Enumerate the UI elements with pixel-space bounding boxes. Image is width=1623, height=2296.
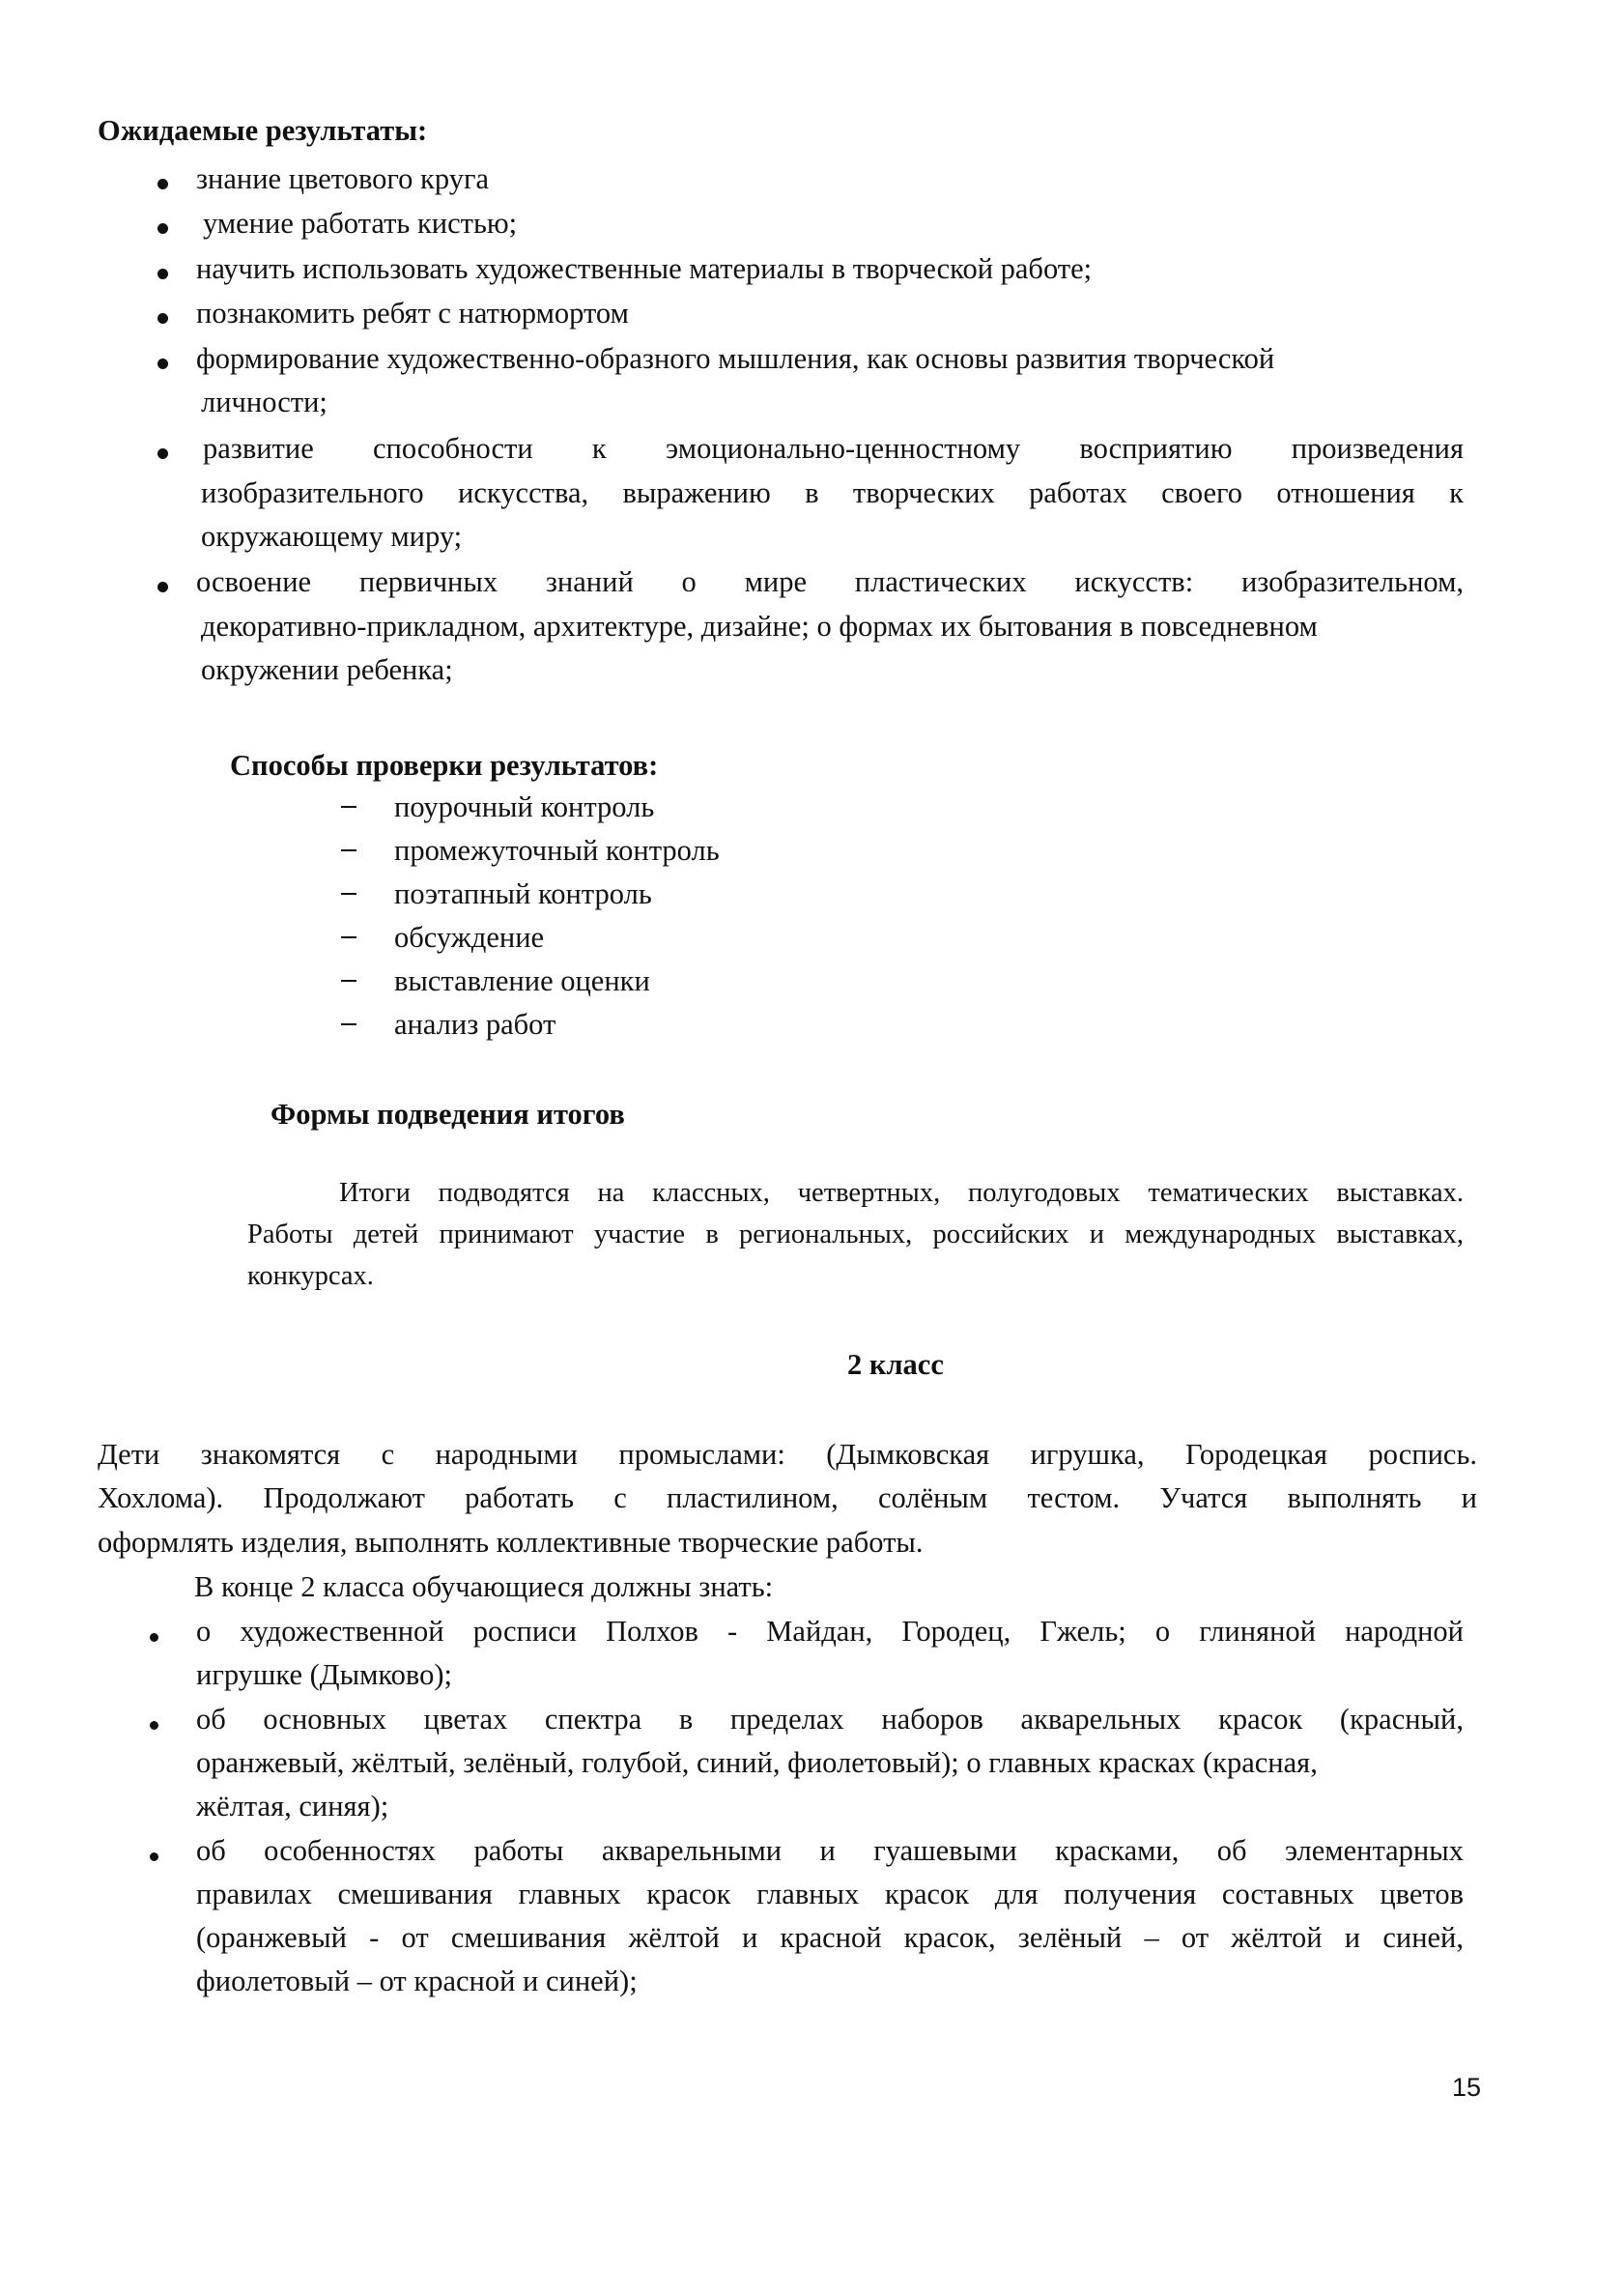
expected-item-4: познакомить ребят с натюрмортом: [196, 297, 629, 330]
bullet-dot: [157, 359, 168, 369]
expected-item-3: научить использовать художественные материалы в творческой работе;: [196, 252, 1093, 285]
check-item: поурочный контроль: [394, 790, 655, 823]
dash-marker: [341, 980, 356, 982]
check-item: промежуточный контроль: [394, 834, 720, 867]
grade-2-intro: В конце 2 класса обучающиеся должны знать:: [194, 1570, 774, 1603]
bullet-dot: [157, 313, 168, 324]
grade-2-item-3-line-1: об особенностях работы акварельными и гуашевыми красками, об элементарных: [196, 1834, 1464, 1867]
grade-2-item-1-line-2: игрушке (Дымково);: [196, 1658, 452, 1691]
dash-marker: [341, 849, 356, 851]
grade-2-paragraph-line-3: оформлять изделия, выполнять коллективные творческие работы.: [98, 1526, 924, 1559]
bullet-dot: [150, 1633, 158, 1642]
check-methods-heading: Способы проверки результатов:: [230, 749, 659, 782]
grade-2-item-3-line-4: фиолетовый – от красной и синей);: [196, 1965, 638, 1997]
dash-marker: [341, 936, 356, 938]
expected-results-heading: Ожидаемые результаты:: [98, 114, 428, 147]
grade-2-heading: 2 класс: [847, 1348, 944, 1381]
check-item: поэтапный контроль: [394, 877, 652, 910]
grade-2-item-3-line-3: (оранжевый - от смешивания жёлтой и красной красок, зелёный – от жёлтой и синей,: [196, 1921, 1464, 1954]
grade-2-item-2-line-3: жёлтая, синяя);: [196, 1790, 389, 1822]
dash-marker: [341, 1023, 356, 1025]
dash-marker: [341, 806, 356, 808]
dash-marker: [341, 893, 356, 895]
bullet-dot: [157, 269, 168, 279]
expected-item-6-line-3: окружающему миру;: [201, 520, 463, 553]
grade-2-item-1-line-1: о художественной росписи Полхов - Майдан, Городец, Гжель; о глиняной народной: [196, 1615, 1464, 1648]
grade-2-item-2-line-1: об основных цветах спектра в пределах наборов акварельных красок (красный,: [196, 1703, 1464, 1736]
summary-heading: Формы подведения итогов: [270, 1098, 625, 1131]
page-number: 15: [1452, 2073, 1482, 2102]
grade-2-paragraph-line-2: Хохлома). Продолжают работать с пластилином, солёным тестом. Учатся выполнять и: [98, 1481, 1477, 1514]
check-item: обсуждение: [394, 921, 545, 954]
expected-item-7-line-3: окружении ребенка;: [201, 653, 453, 686]
expected-item-6-line-2: изобразительного искусства, выражению в творческих работах своего отношения к: [201, 476, 1464, 509]
bullet-dot: [157, 179, 168, 189]
expected-item-7-line-2: декоративно-прикладном, архитектуре, дизайне; о формах их бытования в повседневном: [201, 610, 1318, 643]
expected-item-5-line-1: формирование художественно-образного мышления, как основы развития творческой: [196, 342, 1275, 375]
bullet-dot: [157, 582, 168, 592]
expected-item-5-line-2: личности;: [201, 386, 327, 418]
expected-item-6-line-1: развитие способности к эмоционально-ценностному восприятию произведения: [203, 432, 1464, 465]
expected-item-1: знание цветового круга: [196, 162, 490, 195]
grade-2-item-3-line-2: правилах смешивания главных красок главных красок для получения составных цветов: [196, 1878, 1464, 1910]
summary-line-1: Итоги подводятся на классных, четвертных, полугодовых тематических выставках.: [339, 1178, 1464, 1208]
grade-2-paragraph-line-1: Дети знакомятся с народными промыслами: (Дымковская игрушка, Городецкая роспись.: [98, 1438, 1477, 1471]
summary-line-3: конкурсах.: [247, 1261, 374, 1291]
bullet-dot: [150, 1721, 158, 1730]
check-item: анализ работ: [394, 1008, 556, 1041]
bullet-dot: [157, 223, 168, 234]
expected-item-2: умение работать кистью;: [203, 207, 518, 240]
bullet-dot: [150, 1852, 158, 1861]
bullet-dot: [157, 448, 168, 459]
check-item: выставление оценки: [394, 964, 650, 997]
summary-line-2: Работы детей принимают участие в региональных, российских и международных выставках,: [247, 1220, 1464, 1249]
expected-item-7-line-1: освоение первичных знаний о мире пластических искусств: изобразительном,: [196, 565, 1464, 598]
grade-2-item-2-line-2: оранжевый, жёлтый, зелёный, голубой, синий, фиолетовый); о главных красках (красная,: [196, 1746, 1318, 1779]
